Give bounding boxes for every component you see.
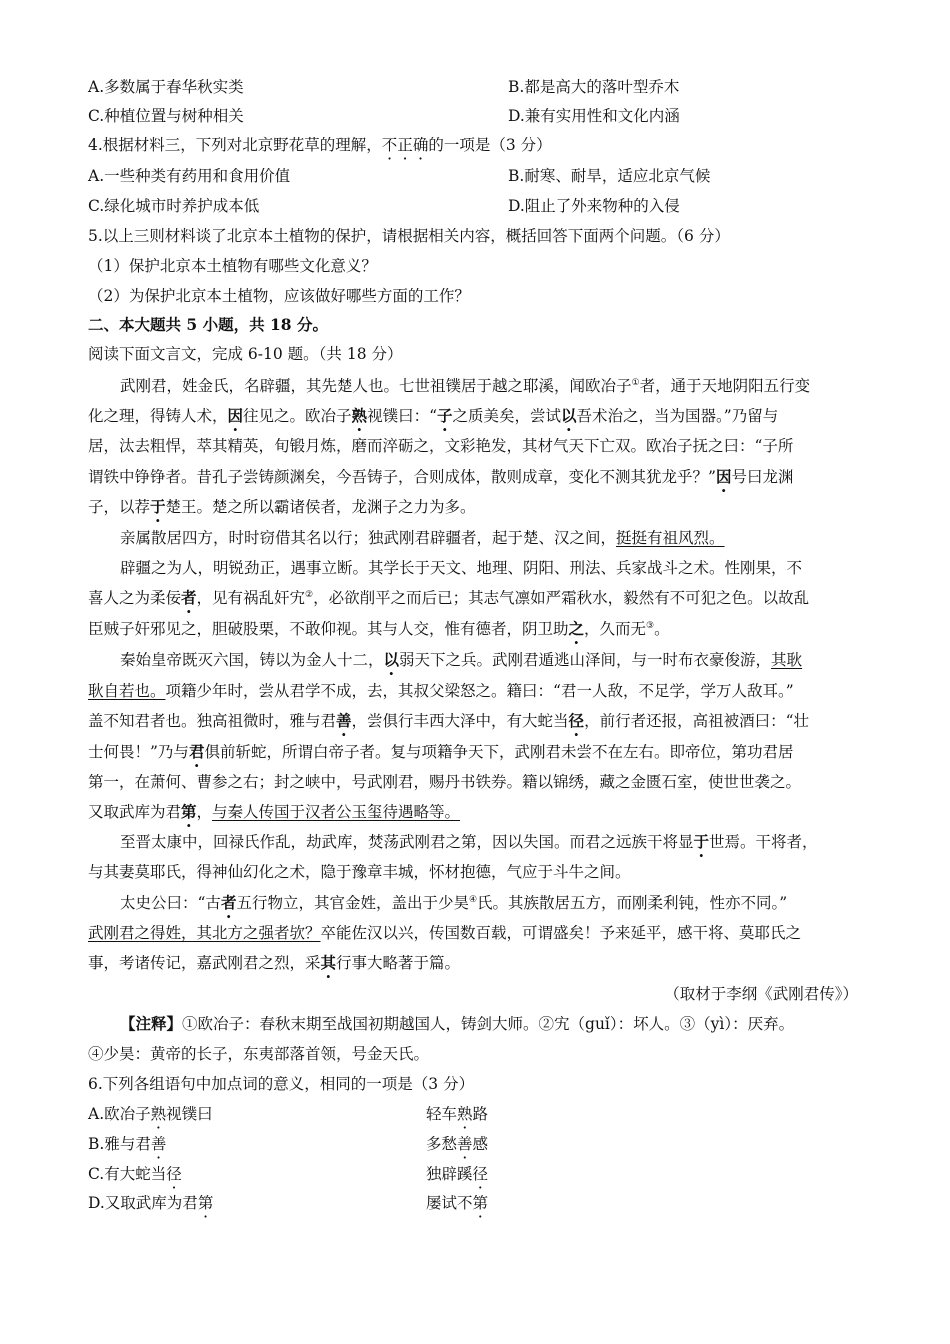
passage-p1-line-4: 谓铁中铮铮者。昔孔子尝铸颜渊矣，今吾铸子，合则成体，散则成章，变化不测其犹龙乎？”因号曰龙渊 (88, 467, 794, 486)
passage-p1-line-5: 子，以荐于楚王。楚之所以霸诸侯者，龙渊子之力为多。 (88, 497, 476, 516)
q6-stem: 6.下列各组语句中加点词的意义，相同的一项是（3 分） (88, 1075, 475, 1093)
passage-p1-line-1: 武刚君，姓金氏，名辟疆，其先楚人也。七世祖镤居于越之耶溪，闻欧冶子①者，通于天地阴阳五行变 (120, 377, 811, 395)
passage-p6-line-2: 武刚君之得姓，其北方之强者欤？卒能佐汉以兴，传国数百载，可谓盛矣！予来延平，感干将、莫耶氏之 (88, 924, 802, 942)
dotted-word-yin: 因 (227, 406, 244, 425)
underlined-sentence-3: 与秦人传国于汉者公玉玺待遇略等。 (212, 803, 461, 821)
section-2-title: 二、本大题共 5 小题，共 18 分。 (88, 315, 328, 334)
passage-p4-line-4: 士何畏！”乃与君俱前斩蛇，所谓白帝子者。复与项籍争天下，武刚君未尝不在左右。即帝位，第功君居 (88, 742, 794, 761)
dotted-word-zhe: 者 (181, 588, 197, 607)
passage-p1-line-2: 化之理，得铸人术，因往见之。欧冶子熟视镤曰：“子之质美矣，尝试以吾术治之，当为国器。”乃留与 (88, 406, 779, 425)
section-2-intro: 阅读下面文言文，完成 6-10 题。（共 18 分） (88, 345, 403, 363)
q4-option-b: B.耐寒、耐旱，适应北京气候 (508, 167, 711, 185)
passage-p6-line-1: 太史公曰：“古者五行物立，其官金姓，盖出于少昊④氏。其族散居五方，而刚柔利钝，性亦不同。” (120, 893, 788, 912)
passage-p4-line-6: 又取武库为君第，与秦人传国于汉者公玉玺待遇略等。 (88, 802, 461, 821)
q6-option-b: B.雅与君善 多愁善感 (88, 1135, 489, 1153)
passage-p5-line-2: 与其妻莫耶氏，得神仙幻化之术，隐于豫章丰城，怀材抱德，气应于斗牛之间。 (88, 863, 631, 881)
notes-line-2: ④少昊：黄帝的长子，东夷部落首领，号金天氏。 (88, 1045, 430, 1063)
q4-option-d: D.阻止了外来物种的入侵 (508, 197, 680, 215)
q5-sub-1: （1）保护北京本土植物有哪些文化意义？ (88, 257, 377, 275)
passage-p4-line-2: 耿自若也。项籍少年时，尝从君学不成，去，其叔父梁怒之。籍曰：“君一人敌，不足学，学万人敌耳。” (88, 682, 794, 700)
dotted-word-yi-2: 以 (383, 650, 400, 669)
passage-p3-line-3: 臣贼子奸邪见之，胆破股栗，不敢仰视。其与人交，惟有德者，阴卫助之，久而无③。 (88, 619, 670, 638)
underlined-sentence-1: 挺挺有祖风烈。 (616, 529, 725, 547)
q5-sub-2: （2）为保护北京本土植物，应该做好哪些方面的工作？ (88, 287, 470, 305)
q3-option-row-2 (88, 105, 878, 127)
dotted-word-qi: 其 (320, 953, 337, 972)
notes-label: 【注释】 (120, 1014, 183, 1033)
dotted-word-di: 第 (181, 802, 197, 821)
dotted-word-shu: 熟 (351, 406, 368, 425)
q6-option-d: D.又取武库为君第 屡试不第 (88, 1194, 489, 1212)
passage-p2: 亲属散居四方，时时窃借其名以行；独武刚君辟疆者，起于楚、汉之间，挺挺有祖风烈。 (120, 529, 725, 547)
passage-p4-line-3: 盖不知君者也。独高祖微时，雅与君善，尝俱行丰西大泽中，有大蛇当径，前行者还报，高祖被酒曰：“壮 (88, 711, 809, 730)
passage-p4-line-1: 秦始皇帝既灭六国，铸以为金人十二，以弱天下之兵。武刚君遁逃山泽间，与一时布衣豪俊游，其耿 (120, 650, 803, 669)
dotted-word-zhi: 之 (568, 619, 585, 638)
dotted-word-shan: 善 (336, 711, 352, 730)
q4-option-c: C.绿化城市时养护成本低 (88, 197, 260, 215)
dotted-word-yu: 于 (150, 497, 166, 516)
q3-option-row-1 (88, 76, 878, 98)
q4-stem: 4.根据材料三，下列对北京野花草的理解，不正确的一项是（3 分） (88, 136, 552, 154)
q3-option-d: D.兼有实用性和文化内涵 (508, 107, 680, 125)
emphasis-zheng: 正 (397, 136, 413, 154)
q3-option-b: B.都是高大的落叶型乔木 (508, 78, 680, 96)
underlined-sentence-4: 武刚君之得姓，其北方之强者欤？ (88, 924, 321, 942)
q4-option-row-2 (88, 195, 878, 217)
dotted-word-zhe-2: 者 (220, 893, 237, 912)
dotted-word-jun: 君 (188, 742, 205, 761)
q6-option-c: C.有大蛇当径 独辟蹊径 (88, 1165, 489, 1183)
q3-option-c: C.种植位置与树种相关 (88, 107, 244, 125)
q3-option-a: A.多数属于春华秋实类 (88, 78, 244, 96)
passage-source: （取材于李纲《武刚君传》） (664, 985, 858, 1003)
dotted-word-yi: 以 (561, 406, 577, 425)
emphasis-bu: 不 (381, 136, 398, 154)
passage-p1-line-3: 居，汰去粗悍，萃其精英，旬锻月炼，磨而淬砺之，文彩艳发，其材气天下亡双。欧冶子抚之曰：“子所 (88, 437, 794, 455)
q4-option-row-1 (88, 165, 878, 187)
passage-p5-line-1: 至晋太康中，回禄氏作乱，劫武库，焚荡武刚君之第，因以失国。而君之远族干将显于世焉。干将者， (120, 832, 818, 851)
emphasis-que: 确 (412, 136, 429, 154)
passage-p3-line-1: 辟疆之为人，明锐劲正，遇事立断。其学长于天文、地理、阴阳、刑法、兵家战斗之术。性刚果，不 (120, 559, 803, 577)
passage-p3-line-2: 喜人之为柔佞者，见有祸乱奸宄②，必欲削平之而后已；其志气凛如严霜秋水，毅然有不可犯之色。以故乱 (88, 588, 810, 607)
dotted-word-yin-2: 因 (715, 467, 732, 486)
notes-line-1: 【注释】①欧冶子：春秋末期至战国初期越国人，铸剑大师。②宄（guǐ）：坏人。③（yì）：厌弃。 (120, 1014, 795, 1033)
passage-p4-line-5: 第一，在萧何、曹参之右；封之峡中，号武刚君，赐丹书铁券。籍以锦绣，藏之金匮石室，使世世袭之。 (88, 773, 802, 791)
dotted-word-zi: 子 (437, 406, 453, 425)
passage-p6-line-3: 事，考诸传记，嘉武刚君之烈，采其行事大略著于篇。 (88, 953, 461, 972)
dotted-word-yu-2: 于 (693, 832, 710, 851)
underlined-sentence-2a: 其耿 (771, 651, 803, 669)
q5-stem: 5.以上三则材料谈了北京本土植物的保护，请根据相关内容，概括回答下面两个问题。（6 分） (88, 227, 730, 245)
q4-option-a: A.一些种类有药用和食用价值 (88, 167, 291, 185)
dotted-word-jing: 径 (568, 711, 585, 730)
q6-option-a: A.欧冶子熟视镤曰 轻车熟路 (88, 1105, 489, 1123)
underlined-sentence-2b: 耿自若也。 (88, 682, 166, 700)
